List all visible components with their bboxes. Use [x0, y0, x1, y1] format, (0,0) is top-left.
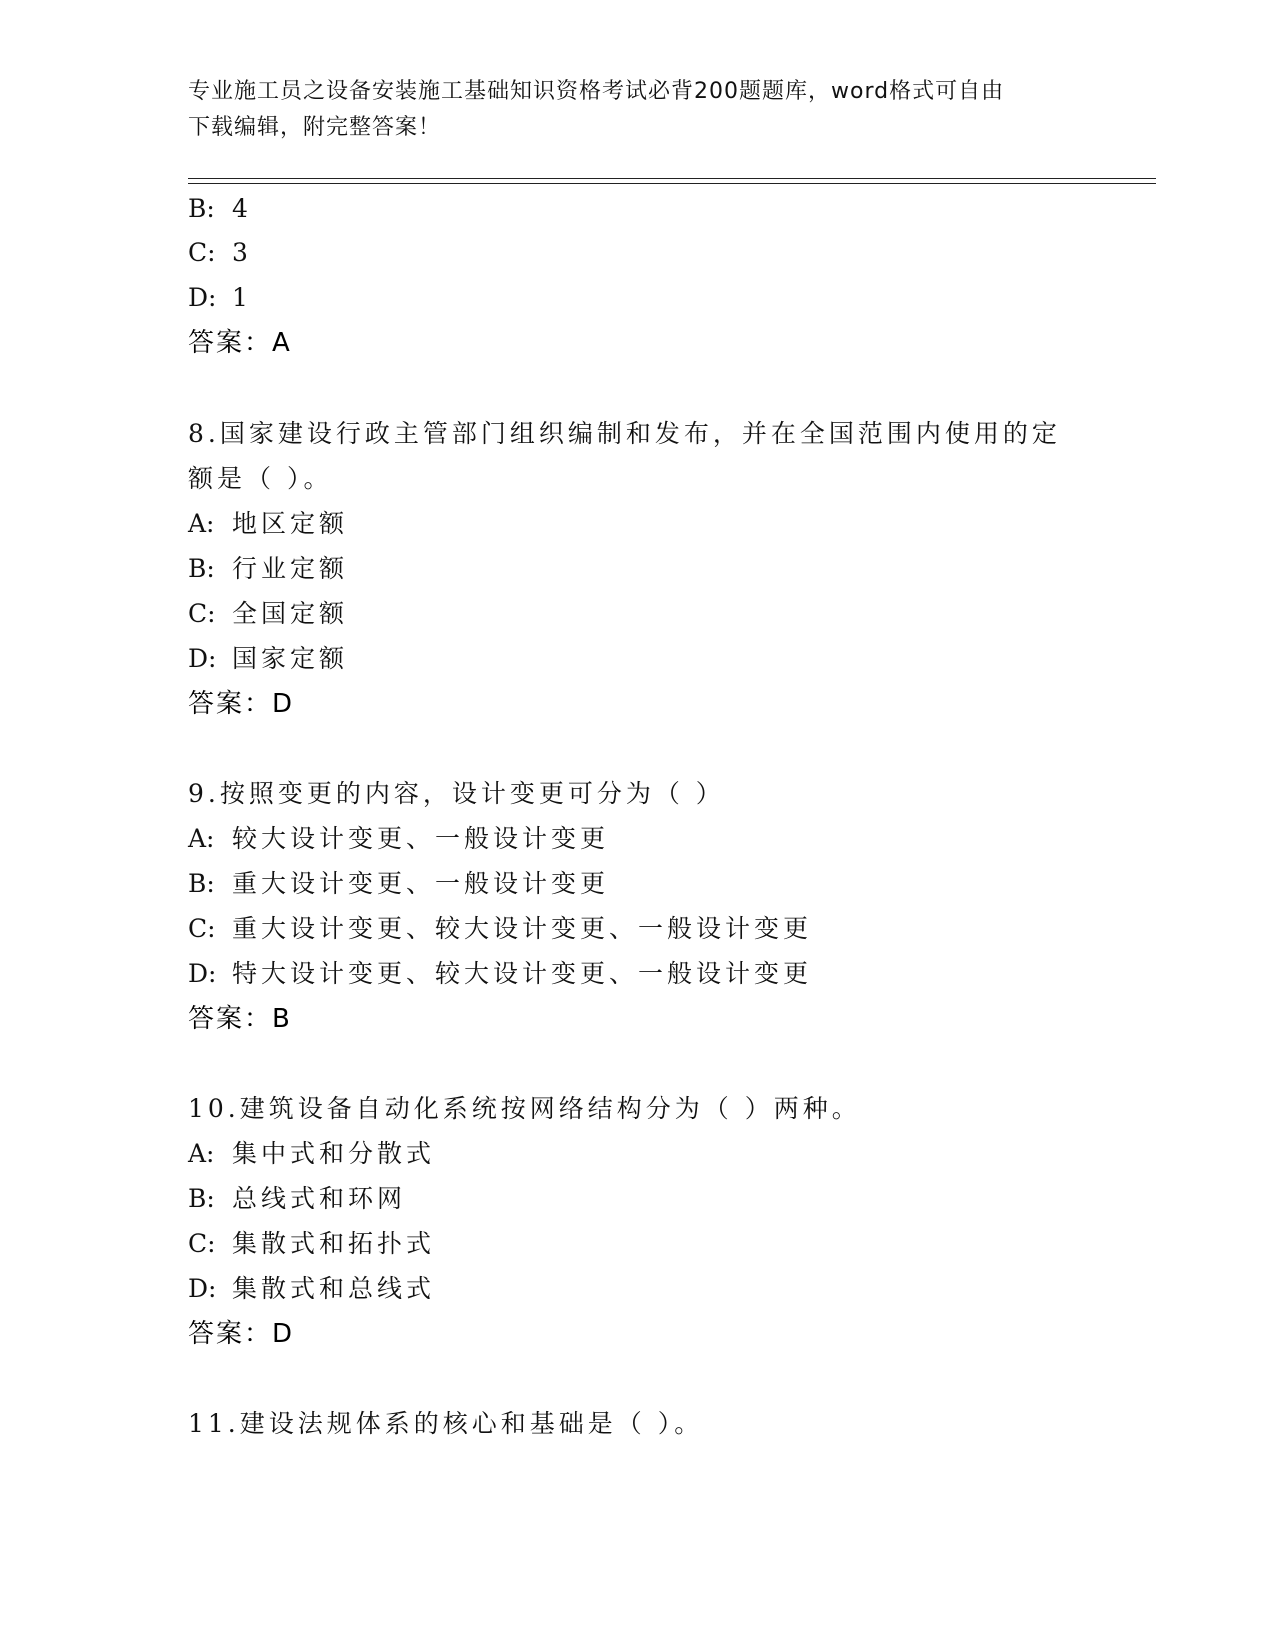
- q9-stem-line-1: 9.按照变更的内容，设计变更可分为（ ）: [188, 779, 725, 808]
- option-label: A:: [188, 1139, 215, 1168]
- option-text: 特大设计变更、较大设计变更、一般设计变更: [232, 959, 813, 988]
- q9-answer: 答案：B: [188, 1004, 292, 1034]
- q9-option-b: [188, 867, 609, 901]
- option-label: B:: [188, 1184, 215, 1213]
- q7-option-c: [188, 236, 252, 270]
- q8-option-b: [188, 552, 348, 586]
- option-text: 行业定额: [232, 554, 349, 583]
- option-text: 1: [232, 283, 252, 312]
- option-label: B:: [188, 554, 215, 583]
- header-title-line-2: 下载编辑，附完整答案！: [188, 115, 442, 140]
- q10-option-d: [188, 1272, 435, 1306]
- q8-option-c: [188, 597, 348, 631]
- option-text: 集中式和分散式: [232, 1139, 436, 1168]
- option-label: C:: [188, 238, 216, 267]
- option-label: D:: [188, 1274, 217, 1303]
- q8-option-d: [188, 642, 348, 676]
- option-label: C:: [188, 599, 216, 628]
- option-text: 总线式和环网: [232, 1184, 407, 1213]
- header-divider-bottom: [188, 183, 1156, 184]
- q10-option-c: [188, 1227, 435, 1261]
- q7-answer: 答案：A: [188, 328, 292, 358]
- q10-option-a: [188, 1137, 435, 1171]
- q9-option-d: [188, 957, 812, 991]
- option-label: B:: [188, 194, 215, 223]
- q8-stem-line-1: 8.国家建设行政主管部门组织编制和发布，并在全国范围内使用的定: [188, 419, 1061, 448]
- q10-stem-line-1: 10.建筑设备自动化系统按网络结构分为（ ）两种。: [188, 1094, 861, 1123]
- option-label: D:: [188, 644, 217, 673]
- header-title-line-1: 专业施工员之设备安装施工基础知识资格考试必背200题题库，word格式可自由: [188, 79, 1005, 104]
- option-text: 4: [232, 194, 252, 223]
- option-label: D:: [188, 283, 217, 312]
- option-text: 集散式和拓扑式: [232, 1229, 436, 1258]
- header-divider-top: [188, 178, 1156, 179]
- q7-option-d: [188, 281, 252, 315]
- q8-stem-line-2: 额是（ ）。: [188, 464, 333, 493]
- option-text: 重大设计变更、较大设计变更、一般设计变更: [232, 914, 813, 943]
- option-label: D:: [188, 959, 217, 988]
- document-header: [188, 74, 1088, 146]
- option-label: C:: [188, 1229, 216, 1258]
- option-label: A:: [188, 824, 215, 853]
- option-text: 集散式和总线式: [232, 1274, 436, 1303]
- q10-option-b: [188, 1182, 406, 1216]
- q11-stem-line-1: 11.建设法规体系的核心和基础是（ ）。: [188, 1409, 704, 1438]
- option-text: 全国定额: [232, 599, 349, 628]
- option-label: C:: [188, 914, 216, 943]
- q9-option-c: [188, 912, 812, 946]
- q9-option-a: [188, 822, 609, 856]
- option-label: A:: [188, 509, 215, 538]
- option-text: 国家定额: [232, 644, 349, 673]
- q10-answer: 答案：D: [188, 1319, 295, 1349]
- option-label: B:: [188, 869, 215, 898]
- q8-option-a: [188, 507, 348, 541]
- option-text: 3: [232, 238, 252, 267]
- option-text: 较大设计变更、一般设计变更: [232, 824, 610, 853]
- option-text: 重大设计变更、一般设计变更: [232, 869, 610, 898]
- q8-answer: 答案：D: [188, 689, 295, 719]
- option-text: 地区定额: [232, 509, 349, 538]
- q7-option-b: [188, 192, 252, 226]
